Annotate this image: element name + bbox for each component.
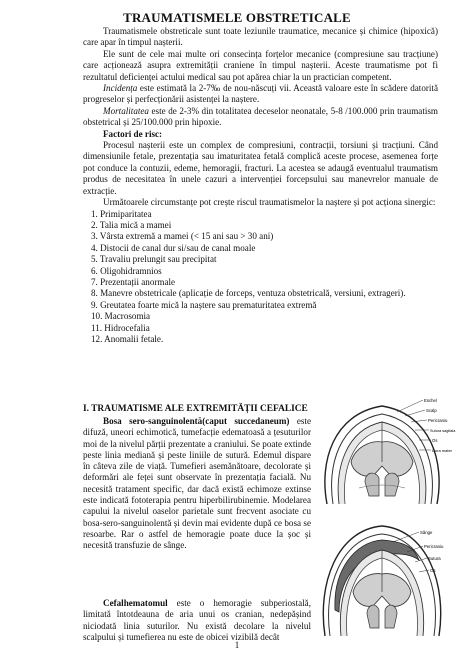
fig1-label: Os <box>432 438 438 443</box>
list-item: 6. Oligohidramnios <box>91 265 162 276</box>
caput-succedaneum-figure <box>315 392 456 508</box>
term-cefalhematom: Cefalhematomul <box>103 598 168 608</box>
list-item: 3. Vârsta extremă a mamei (< 15 ani sau > 30 ani) <box>91 231 274 242</box>
term-mortalitatea: Mortalitatea <box>103 105 149 116</box>
cefalhematom-text: Cefalhematomul este o hemoragie subperiostală, limitată întotdeauna de aria unui os cranian, nedepășind niciodată linia suturilor. Nu există decolare la nivelul scalpului și tumefierea nu este de obicei vizibilă decât <box>83 598 311 642</box>
bosa-text: Bosa sero-sanguinolentă(caput succedaneum) este difuză, uneori echimotică, tumefacție edematoasă a țesuturilor moi de la nivelul părții prezentate a craniului. Se poate extinde peste linia mediană și peste liniile de sutură. Edemul dispare în câteva zile de viață. Tumefieri asemănătoare, decolorate și deformări ale feței sunt observate în prezentația facială. Nu necesită tratament specific, dar dacă există echimoze extinse este indicată fototerapia pentru hiperbilirubinemie. Modelarea capului la nivelul oaselor parietale sunt frecvent asociate cu bosa-sero-sanguinolentă și devin mai evidente după ce bosa se resoarbe. Rar o astfel de hemoragie poate duce la șoc și necesită transfuzie de sânge. <box>83 416 312 551</box>
fig1-label: Pericraniu <box>428 418 448 423</box>
fig2-label: Sânge <box>420 530 433 535</box>
paragraph: Ele sunt de cele mai multe ori consecința forțelor mecanice (compresiune sau tracțiune) care acționează asupra extremității craniene în timpul nașterii. Aceste traumatisme pot fi rezultatul deficienței actului medical sau pot apărea chiar la un practician competent. <box>83 48 438 82</box>
paragraph: Incidența este estimată la 2-7‰ de nou-născuți vii. Această valoare este în scădere datorită progreselor și perfecționării asistenței la naștere. <box>83 83 438 105</box>
risk-heading: Factori de risc: <box>103 128 163 139</box>
list-item: 5. Travaliu prelungit sau precipitat <box>91 254 217 265</box>
cefalhematom-figure <box>315 520 450 638</box>
list-item: 7. Prezentații anormale <box>91 276 176 287</box>
paragraph: Procesul nașterii este un complex de compresiuni, contracții, torsiuni și tracțiuni. Când dimensiunile fetale, prezentația sau imaturitatea fetală complică aceste procese, asemenea forțe pot conduce la contuzii, edeme, hemoragii, fracturi. La acestea se adaugă eventualul traumatism produs de necesitatea în unele cazuri a intervenției forcepsului sau manevrelor manuale de extracție. <box>83 140 438 196</box>
term-bosa: Bosa sero-sanguinolentă <box>103 416 203 426</box>
term-incidenta: Incidența <box>103 83 138 94</box>
fig2-label: Os <box>430 568 436 573</box>
list-item: 2. Talia mică a mamei <box>91 219 172 230</box>
list-item: 4. Distocii de canal dur si/sau de canal moale <box>91 242 256 253</box>
fig1-label: Dura mater <box>432 448 453 453</box>
list-item: 1. Primiparitatea <box>91 208 152 219</box>
risk-list <box>83 209 438 346</box>
list-item: 9. Greutatea foarte mică la naștere sau prematuritatea extremă <box>91 299 317 310</box>
fig1-label: Scalp <box>426 408 437 413</box>
paragraph: Următoarele circumstanțe pot crește riscul traumatismelor la naștere și pot acționa sinergic: <box>103 197 436 208</box>
fig1-label: Eschel <box>424 398 437 403</box>
fig2-label: Sutura <box>428 556 441 561</box>
fig2-label: Pericraniu <box>424 544 444 549</box>
term-caput: (caput succedaneum) <box>202 416 290 426</box>
list-item: 8. Manevre obstetricale (aplicație de forceps, ventuza obstetricală, versiuni, extrageri). <box>91 288 406 299</box>
list-item: 12. Anomalii fetale. <box>91 333 164 344</box>
list-item: 11. Hidrocefalia <box>91 322 150 333</box>
page-title: TRAUMATISMELE OBSTRETICALE <box>123 10 351 25</box>
main-text <box>83 26 438 345</box>
paragraph: Mortalitatea este de 2-3% din totalitatea deceselor neonatale, 5-8 /100.000 prin traumatism obstetrical și 25/100.000 prin hipoxie. <box>83 105 438 128</box>
paragraph: Traumatismele obstreticale sunt toate leziunile traumatice, mecanice și chimice (hipoxică) care apar în timpul nașterii. <box>83 26 438 48</box>
fig1-label: Sutura sagitala <box>430 429 456 433</box>
page-number: 1 <box>234 640 240 650</box>
section-heading: I. TRAUMATISME ALE EXTREMITĂȚII CEFALICE <box>83 404 308 414</box>
list-item: 10. Macrosomia <box>91 311 151 322</box>
